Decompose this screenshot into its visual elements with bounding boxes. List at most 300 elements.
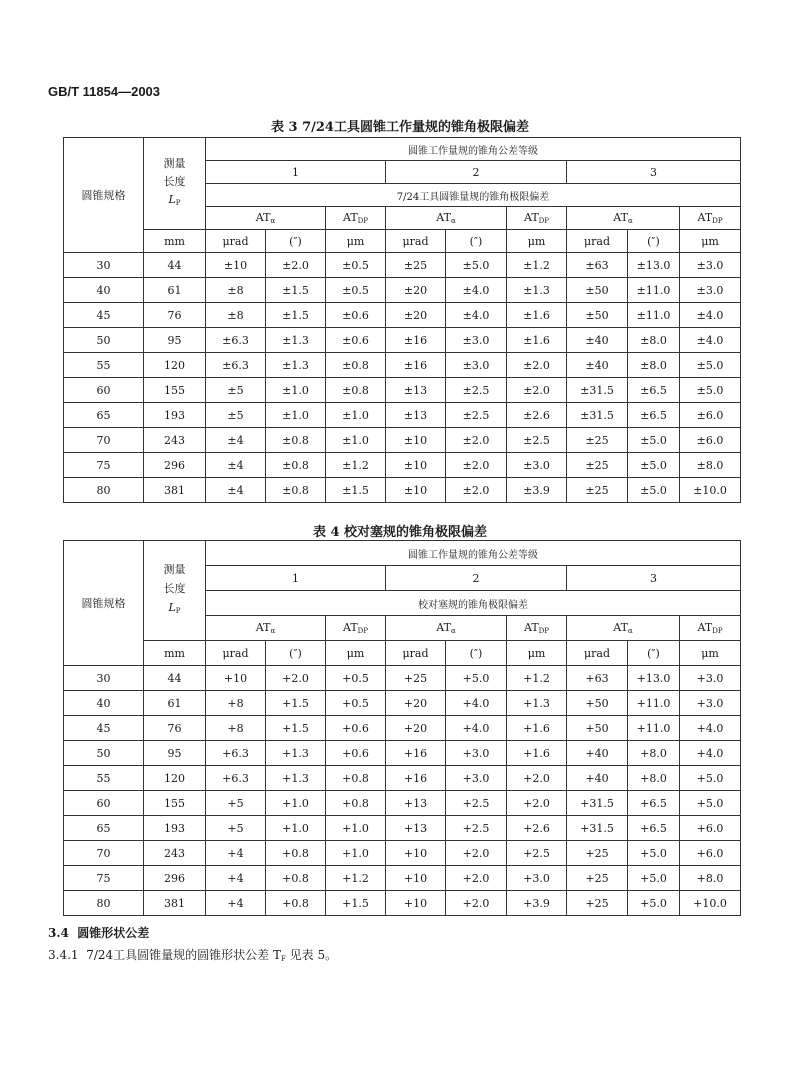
table-row: [64, 453, 741, 478]
table-cell: ±1.0: [326, 403, 386, 428]
table-cell: ±6.5: [628, 403, 680, 428]
header-length-line1: 测量: [163, 563, 186, 576]
unit-sec: (″): [266, 230, 326, 253]
unit-um: μm: [326, 230, 386, 253]
table-cell: ±2.0: [446, 453, 507, 478]
section-number: 3.4: [48, 926, 69, 940]
table-cell: ±13: [386, 378, 446, 403]
table-cell: 70: [64, 428, 144, 453]
table-cell: +2.5: [446, 791, 507, 816]
table-cell: +8.0: [628, 741, 680, 766]
table-cell: +1.3: [266, 766, 326, 791]
grade-3: 3: [567, 161, 741, 184]
header-deviation: 7/24工具圆锥量规的锥角极限偏差: [206, 184, 741, 207]
unit-urad: μrad: [567, 230, 628, 253]
table-cell: +4: [206, 866, 266, 891]
table-cell: ±2.0: [507, 353, 567, 378]
table-cell: +11.0: [628, 691, 680, 716]
table-cell: +4.0: [446, 716, 507, 741]
table-cell: +13.0: [628, 666, 680, 691]
header-length-line2: 长度: [163, 175, 186, 188]
table-cell: 60: [64, 378, 144, 403]
paragraph-number: 3.4.1: [48, 948, 79, 962]
table-row: [64, 478, 741, 503]
table-cell: 75: [64, 866, 144, 891]
table-cell: +0.8: [266, 866, 326, 891]
table-cell: ±1.2: [326, 453, 386, 478]
table-cell: +5.0: [680, 791, 741, 816]
table-cell: ±6.0: [680, 428, 741, 453]
table-cell: ±1.5: [266, 303, 326, 328]
unit-um: μm: [507, 230, 567, 253]
table-cell: ±5: [206, 403, 266, 428]
table4-body: [64, 666, 741, 916]
table-cell: ±40: [567, 328, 628, 353]
unit-um: μm: [680, 641, 741, 666]
table-row: [64, 716, 741, 741]
table-cell: ±13: [386, 403, 446, 428]
table-cell: ±3.0: [446, 353, 507, 378]
table-cell: +5: [206, 791, 266, 816]
header-length-symbol: L: [168, 601, 176, 614]
table-cell: 30: [64, 666, 144, 691]
table-row: [64, 353, 741, 378]
header-length-line2: 长度: [163, 582, 186, 595]
table-row: [64, 841, 741, 866]
table-cell: +3.0: [680, 691, 741, 716]
table-cell: 65: [64, 816, 144, 841]
table-cell: ±2.0: [507, 378, 567, 403]
table-cell: +0.8: [326, 766, 386, 791]
table-cell: ±20: [386, 303, 446, 328]
header-at-2: $AT_\alpha$: [386, 616, 507, 641]
table-cell: 70: [64, 841, 144, 866]
table-cell: ±2.0: [446, 478, 507, 503]
table-row: [64, 741, 741, 766]
grade-1: 1: [206, 161, 386, 184]
table-cell: ±4.0: [446, 278, 507, 303]
table-cell: ±5.0: [628, 478, 680, 503]
table-cell: 50: [64, 741, 144, 766]
table-cell: ±8: [206, 303, 266, 328]
table-cell: 381: [144, 891, 206, 916]
table-row: [64, 891, 741, 916]
table-cell: ±10: [386, 453, 446, 478]
section-heading: [48, 924, 149, 941]
table-cell: ±4.0: [680, 303, 741, 328]
table-cell: +3.0: [446, 766, 507, 791]
table-cell: +1.6: [507, 716, 567, 741]
unit-mm: mm: [144, 641, 206, 666]
table3-title: 表 3 7/24工具圆锥工作量规的锥角极限偏差: [271, 120, 529, 135]
header-at-1: $AT_\alpha$: [206, 207, 326, 230]
table-cell: 60: [64, 791, 144, 816]
table3-body: [64, 253, 741, 503]
table-cell: ±10: [386, 478, 446, 503]
header-spec: 圆锥规格: [64, 138, 144, 253]
table-cell: 40: [64, 278, 144, 303]
table-cell: ±2.5: [507, 428, 567, 453]
table-cell: +20: [386, 691, 446, 716]
table-cell: +5.0: [446, 666, 507, 691]
header-spec: 圆锥规格: [64, 541, 144, 666]
table-cell: 44: [144, 666, 206, 691]
table-cell: ±25: [567, 478, 628, 503]
unit-urad: μrad: [386, 641, 446, 666]
table-cell: +5.0: [628, 866, 680, 891]
table-cell: ±50: [567, 278, 628, 303]
unit-mm: mm: [144, 230, 206, 253]
table-row: [64, 403, 741, 428]
table-cell: +50: [567, 691, 628, 716]
table-cell: +4: [206, 891, 266, 916]
table-cell: +25: [386, 666, 446, 691]
table-cell: +25: [567, 891, 628, 916]
table-cell: ±5: [206, 378, 266, 403]
table-cell: ±5.0: [628, 453, 680, 478]
header-atdp-3: $AT_{DP}$: [680, 207, 741, 230]
table-cell: +11.0: [628, 716, 680, 741]
table-cell: +1.5: [266, 691, 326, 716]
table-cell: ±16: [386, 353, 446, 378]
table-cell: ±5.0: [680, 378, 741, 403]
table-cell: ±5.0: [628, 428, 680, 453]
table-cell: +1.5: [326, 891, 386, 916]
table-cell: +6.3: [206, 766, 266, 791]
table-cell: +6.3: [206, 741, 266, 766]
unit-um: μm: [507, 641, 567, 666]
table-cell: ±50: [567, 303, 628, 328]
table-cell: ±2.0: [266, 253, 326, 278]
table-cell: +13: [386, 816, 446, 841]
table-row: [64, 691, 741, 716]
unit-sec: (″): [446, 641, 507, 666]
unit-um: μm: [680, 230, 741, 253]
table-cell: ±25: [567, 428, 628, 453]
table-row: [64, 303, 741, 328]
table-cell: ±0.8: [326, 378, 386, 403]
table-cell: ±3.0: [507, 453, 567, 478]
table-cell: ±10: [206, 253, 266, 278]
section-title: 圆锥形状公差: [77, 926, 150, 940]
table-cell: 80: [64, 891, 144, 916]
table-cell: +8.0: [680, 866, 741, 891]
table-cell: +40: [567, 741, 628, 766]
header-length-sub: P: [175, 607, 181, 615]
table-cell: ±2.6: [507, 403, 567, 428]
table-cell: ±20: [386, 278, 446, 303]
table-cell: +4.0: [680, 741, 741, 766]
table-cell: ±6.5: [628, 378, 680, 403]
table-cell: ±2.0: [446, 428, 507, 453]
table-cell: +0.8: [326, 791, 386, 816]
table-cell: +16: [386, 741, 446, 766]
table-cell: 55: [64, 353, 144, 378]
table-cell: 296: [144, 866, 206, 891]
table-cell: +2.5: [507, 841, 567, 866]
table-cell: ±10.0: [680, 478, 741, 503]
table-cell: +2.0: [507, 766, 567, 791]
table3: [63, 137, 741, 503]
table-cell: ±3.0: [446, 328, 507, 353]
paragraph-tail: 见表 5。: [285, 948, 338, 962]
table-cell: +3.9: [507, 891, 567, 916]
table-cell: +1.0: [326, 841, 386, 866]
header-at-3: $AT_\alpha$: [567, 616, 680, 641]
table4: [63, 540, 741, 916]
table-cell: +8: [206, 716, 266, 741]
table-cell: 193: [144, 816, 206, 841]
standard-number: GB/T 11854—2003: [48, 84, 161, 99]
table-cell: ±1.3: [507, 278, 567, 303]
table-cell: ±11.0: [628, 303, 680, 328]
table-cell: +63: [567, 666, 628, 691]
table-cell: ±0.6: [326, 303, 386, 328]
header-atdp-1: $AT_{DP}$: [326, 207, 386, 230]
table-cell: ±0.6: [326, 328, 386, 353]
unit-urad: μrad: [567, 641, 628, 666]
table-row: [64, 278, 741, 303]
table-cell: +1.0: [266, 816, 326, 841]
table-cell: ±1.0: [266, 403, 326, 428]
table-cell: ±10: [386, 428, 446, 453]
table-cell: 76: [144, 303, 206, 328]
table-cell: +10: [206, 666, 266, 691]
table-cell: ±6.0: [680, 403, 741, 428]
table-cell: +1.0: [326, 816, 386, 841]
table-cell: +1.3: [507, 691, 567, 716]
table-cell: ±5.0: [680, 353, 741, 378]
table-cell: +3.0: [680, 666, 741, 691]
table-cell: 120: [144, 353, 206, 378]
table-cell: +0.5: [326, 666, 386, 691]
grade-2: 2: [386, 161, 567, 184]
table-cell: 80: [64, 478, 144, 503]
table-cell: ±8.0: [628, 353, 680, 378]
table-cell: ±1.6: [507, 303, 567, 328]
header-at-2: $AT_\alpha$: [386, 207, 507, 230]
table-cell: ±13.0: [628, 253, 680, 278]
table-cell: ±1.5: [326, 478, 386, 503]
table-cell: +4.0: [680, 716, 741, 741]
table-cell: ±8.0: [628, 328, 680, 353]
paragraph-sub: F: [280, 955, 286, 963]
table-cell: ±1.6: [507, 328, 567, 353]
table-cell: ±0.5: [326, 278, 386, 303]
table-cell: +10: [386, 891, 446, 916]
table-cell: +8.0: [628, 766, 680, 791]
table-cell: ±0.8: [266, 428, 326, 453]
header-at-1: $AT_\alpha$: [206, 616, 326, 641]
table-cell: +5: [206, 816, 266, 841]
table-cell: +2.0: [446, 866, 507, 891]
table-cell: ±4: [206, 478, 266, 503]
table-cell: +20: [386, 716, 446, 741]
table-cell: ±31.5: [567, 403, 628, 428]
header-length: [144, 138, 206, 230]
table-cell: ±0.8: [266, 478, 326, 503]
table-cell: +0.8: [266, 841, 326, 866]
table-row: [64, 428, 741, 453]
table-cell: 243: [144, 428, 206, 453]
header-length: [144, 541, 206, 641]
table-cell: +10.0: [680, 891, 741, 916]
table-row: [64, 766, 741, 791]
table-cell: ±1.0: [326, 428, 386, 453]
table-cell: +0.6: [326, 716, 386, 741]
header-atdp-2: $AT_{DP}$: [507, 207, 567, 230]
unit-urad: μrad: [206, 641, 266, 666]
table-cell: 296: [144, 453, 206, 478]
table-cell: ±1.3: [266, 328, 326, 353]
table-cell: 193: [144, 403, 206, 428]
table-cell: ±6.3: [206, 353, 266, 378]
header-length-symbol: L: [168, 193, 176, 206]
header-atdp-3: $AT_{DP}$: [680, 616, 741, 641]
table-cell: ±11.0: [628, 278, 680, 303]
header-atdp-2: $AT_{DP}$: [507, 616, 567, 641]
table-cell: 45: [64, 716, 144, 741]
table-cell: +1.2: [326, 866, 386, 891]
table-cell: +8: [206, 691, 266, 716]
table-cell: +2.5: [446, 816, 507, 841]
header-deviation: 校对塞规的锥角极限偏差: [206, 591, 741, 616]
table-cell: 50: [64, 328, 144, 353]
table-row: [64, 666, 741, 691]
table-cell: ±8.0: [680, 453, 741, 478]
table-cell: ±4: [206, 453, 266, 478]
table-cell: 45: [64, 303, 144, 328]
table-cell: 155: [144, 378, 206, 403]
table-row: [64, 791, 741, 816]
paragraph-text: 7/24工具圆锥量规的圆锥形状公差 T: [86, 948, 281, 962]
table-row: [64, 328, 741, 353]
grade-1: 1: [206, 566, 386, 591]
table-cell: 55: [64, 766, 144, 791]
table-row: [64, 816, 741, 841]
table-cell: ±3.0: [680, 253, 741, 278]
table-cell: ±63: [567, 253, 628, 278]
table-cell: ±6.3: [206, 328, 266, 353]
table-cell: +6.5: [628, 791, 680, 816]
table-cell: ±25: [567, 453, 628, 478]
table-cell: +0.8: [266, 891, 326, 916]
table-cell: +50: [567, 716, 628, 741]
table-row: [64, 378, 741, 403]
unit-sec: (″): [628, 641, 680, 666]
table-cell: +1.3: [266, 741, 326, 766]
grade-3: 3: [567, 566, 741, 591]
table-cell: +1.0: [266, 791, 326, 816]
table-cell: +31.5: [567, 816, 628, 841]
table-cell: +25: [567, 841, 628, 866]
table-cell: 381: [144, 478, 206, 503]
table-cell: 120: [144, 766, 206, 791]
table-cell: ±16: [386, 328, 446, 353]
header-length-sub: P: [175, 199, 181, 207]
table-cell: +3.0: [507, 866, 567, 891]
table-cell: ±5.0: [446, 253, 507, 278]
header-length-line1: 测量: [163, 157, 186, 170]
table-cell: +1.5: [266, 716, 326, 741]
header-grade: 圆锥工作量规的锥角公差等级: [206, 138, 741, 161]
table-cell: 40: [64, 691, 144, 716]
table-cell: ±3.0: [680, 278, 741, 303]
table-cell: +2.6: [507, 816, 567, 841]
header-atdp-1: $AT_{DP}$: [326, 616, 386, 641]
grade-2: 2: [386, 566, 567, 591]
table-cell: 44: [144, 253, 206, 278]
table-cell: +6.0: [680, 816, 741, 841]
table-cell: +6.0: [680, 841, 741, 866]
table-cell: +2.0: [266, 666, 326, 691]
table-cell: +0.5: [326, 691, 386, 716]
table-cell: ±0.8: [266, 453, 326, 478]
table-cell: 61: [144, 278, 206, 303]
table-cell: ±40: [567, 353, 628, 378]
section-paragraph: [48, 946, 337, 963]
unit-sec: (″): [446, 230, 507, 253]
table-cell: ±1.0: [266, 378, 326, 403]
table-cell: +4.0: [446, 691, 507, 716]
table-cell: +5.0: [680, 766, 741, 791]
table-cell: ±25: [386, 253, 446, 278]
table-cell: +5.0: [628, 891, 680, 916]
table-cell: ±1.2: [507, 253, 567, 278]
unit-um: μm: [326, 641, 386, 666]
table-cell: +2.0: [507, 791, 567, 816]
unit-sec: (″): [628, 230, 680, 253]
table-cell: 95: [144, 741, 206, 766]
table-cell: +10: [386, 841, 446, 866]
table-row: [64, 253, 741, 278]
unit-urad: μrad: [386, 230, 446, 253]
table-cell: 61: [144, 691, 206, 716]
table-cell: ±0.5: [326, 253, 386, 278]
table-cell: 95: [144, 328, 206, 353]
table-cell: +40: [567, 766, 628, 791]
table-cell: 243: [144, 841, 206, 866]
table-cell: +5.0: [628, 841, 680, 866]
unit-sec: (″): [266, 641, 326, 666]
table-cell: 76: [144, 716, 206, 741]
table-cell: 30: [64, 253, 144, 278]
table-cell: ±8: [206, 278, 266, 303]
table-cell: +6.5: [628, 816, 680, 841]
table4-title: 表 4 校对塞规的锥角极限偏差: [312, 525, 488, 540]
table-cell: +13: [386, 791, 446, 816]
header-at-3: $AT_\alpha$: [567, 207, 680, 230]
table-cell: 65: [64, 403, 144, 428]
table-cell: ±1.5: [266, 278, 326, 303]
table-cell: +2.0: [446, 841, 507, 866]
table-cell: +0.6: [326, 741, 386, 766]
table-cell: +1.2: [507, 666, 567, 691]
table-cell: +16: [386, 766, 446, 791]
table-cell: 155: [144, 791, 206, 816]
table-cell: ±31.5: [567, 378, 628, 403]
table-cell: +4: [206, 841, 266, 866]
table-cell: +31.5: [567, 791, 628, 816]
table-cell: 75: [64, 453, 144, 478]
table-cell: ±0.8: [326, 353, 386, 378]
table-cell: ±4.0: [446, 303, 507, 328]
table-cell: +10: [386, 866, 446, 891]
table-row: [64, 866, 741, 891]
unit-urad: μrad: [206, 230, 266, 253]
table-cell: +25: [567, 866, 628, 891]
table-cell: ±2.5: [446, 403, 507, 428]
